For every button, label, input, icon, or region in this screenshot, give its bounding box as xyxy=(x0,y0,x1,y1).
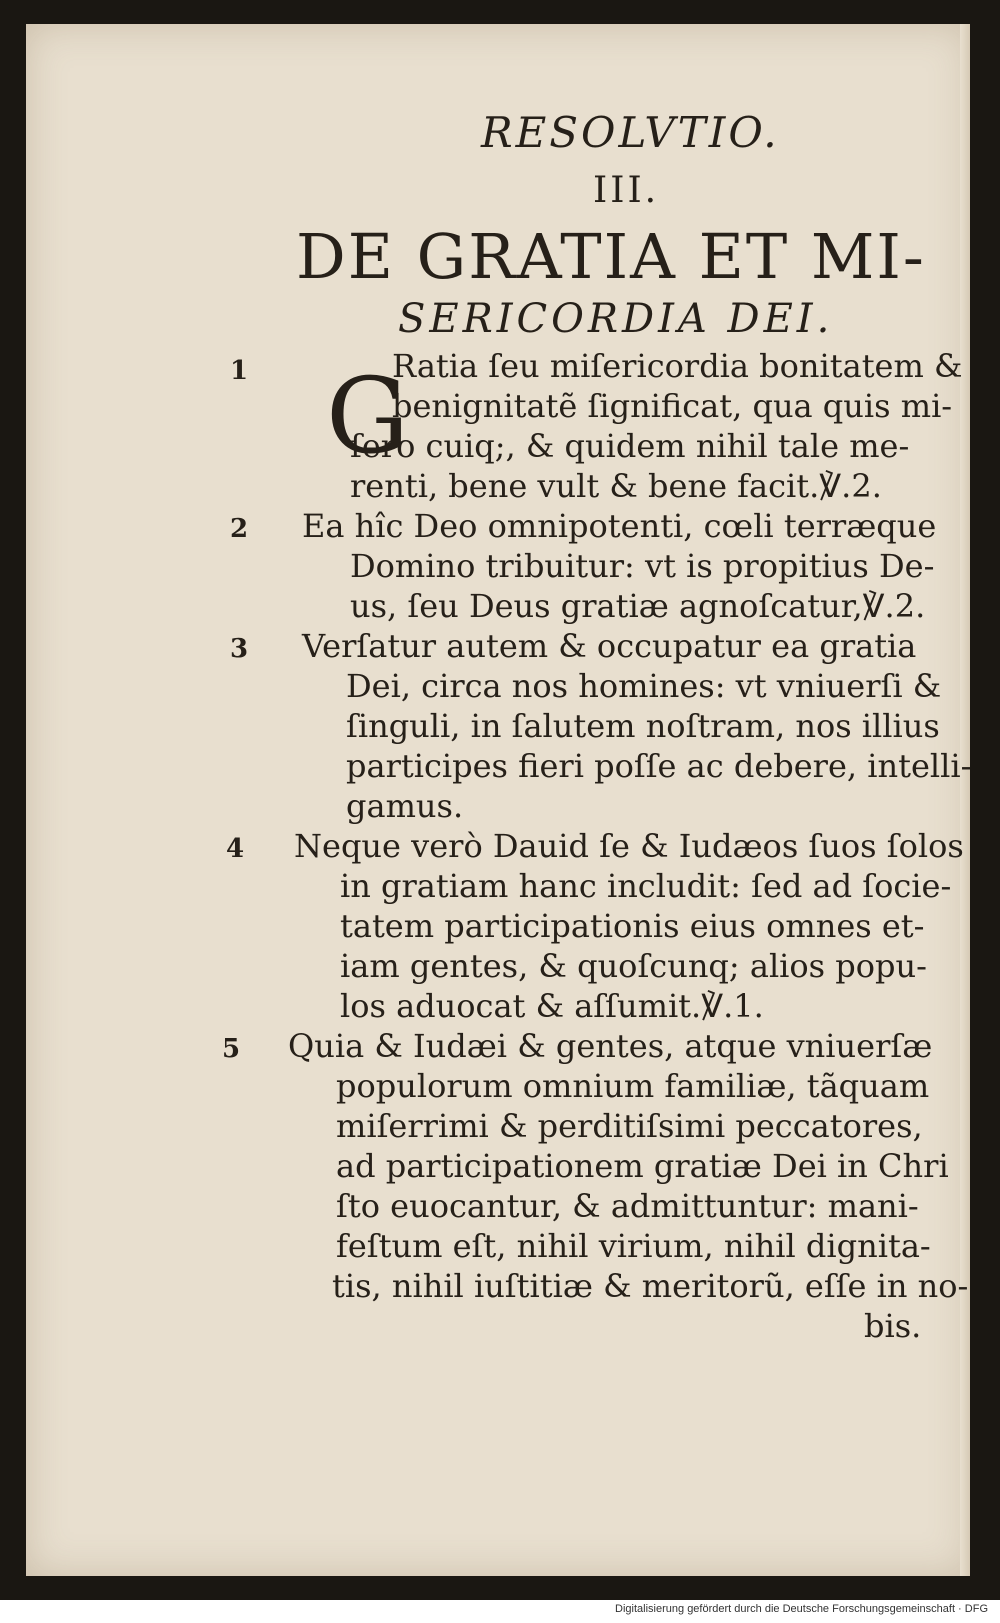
paragraph-5-line-2: populorum omnium familiæ, tãquam xyxy=(336,1067,930,1105)
paragraph-4-line-3: tatem participationis eius omnes et- xyxy=(340,907,925,945)
paragraph-3-line-2: Dei, circa nos homines: vt vniuerſi & xyxy=(346,667,942,705)
paragraph-2-line-2: Domino tribuitur: vt is propitius De- xyxy=(350,547,935,585)
paragraph-number-5: 5 xyxy=(222,1034,241,1064)
paragraph-number-3: 3 xyxy=(230,634,249,664)
paragraph-5-line-3: miſerrimi & perditiſsimi peccatores, xyxy=(336,1107,923,1145)
paragraph-3-line-5: gamus. xyxy=(346,787,464,825)
paragraph-4-line-2: in gratiam hanc includit: ſed ad ſocie- xyxy=(340,867,952,905)
chapter-title-line-1: DE GRATIA ET MI- xyxy=(296,220,926,293)
digitization-credit: Digitalisierung gefördert durch die Deutsche Forschungsgemeinschaft · DFG xyxy=(615,1603,988,1615)
paragraph-5-line-5: ſto euocantur, & admittuntur: mani- xyxy=(336,1187,919,1225)
running-head: RESOLVTIO. xyxy=(481,108,780,157)
chapter-title-line-2: SERICORDIA DEI. xyxy=(398,296,834,342)
book-page xyxy=(26,24,970,1576)
paragraph-4-line-4: iam gentes, & quoſcunq; alios popu- xyxy=(340,947,927,985)
paragraph-2-line-1: Ea hîc Deo omnipotenti, cœli terræque xyxy=(302,507,937,545)
paragraph-1-line-2: benignitatẽ ſignificat, qua quis mi- xyxy=(392,387,953,425)
paragraph-1-line-4: renti, bene vult & bene facit.℣.2. xyxy=(350,467,882,505)
paragraph-3-line-1: Verſatur autem & occupatur ea gratia xyxy=(302,627,917,665)
paragraph-3-line-4: participes fieri poſſe ac debere, intelli- xyxy=(346,747,972,785)
paragraph-4-line-1: Neque verò Dauid ſe & Iudæos ſuos ſolos xyxy=(294,827,964,865)
paragraph-5-line-7: tis, nihil iuſtitiæ & meritorũ, eſſe in no- xyxy=(332,1267,969,1305)
chapter-number: III. xyxy=(593,170,660,211)
paragraph-5-line-6: feſtum eſt, nihil virium, nihil dignita- xyxy=(336,1227,931,1265)
paragraph-5-line-8: bis. xyxy=(864,1307,922,1345)
paragraph-4-line-5: los aduocat & aſſumit.℣.1. xyxy=(340,987,764,1025)
paragraph-5-line-1: Quia & Iudæi & gentes, atque vniuerſæ xyxy=(288,1027,933,1065)
paragraph-number-2: 2 xyxy=(230,514,249,544)
drop-cap-initial: G xyxy=(326,355,410,477)
paragraph-number-1: 1 xyxy=(230,356,249,386)
paragraph-1-line-1: Ratia ſeu miſericordia bonitatem & xyxy=(392,347,963,385)
paragraph-number-4: 4 xyxy=(226,834,245,864)
paragraph-3-line-3: ſinguli, in ſalutem noſtram, nos illius xyxy=(346,707,940,745)
paragraph-1-line-3: ſero cuiq;, & quidem nihil tale me- xyxy=(350,427,910,465)
paragraph-5-line-4: ad participationem gratiæ Dei in Chri xyxy=(336,1147,949,1185)
page-edge xyxy=(960,24,970,1576)
paragraph-2-line-3: us, ſeu Deus gratiæ agnoſcatur,℣.2. xyxy=(350,587,926,625)
